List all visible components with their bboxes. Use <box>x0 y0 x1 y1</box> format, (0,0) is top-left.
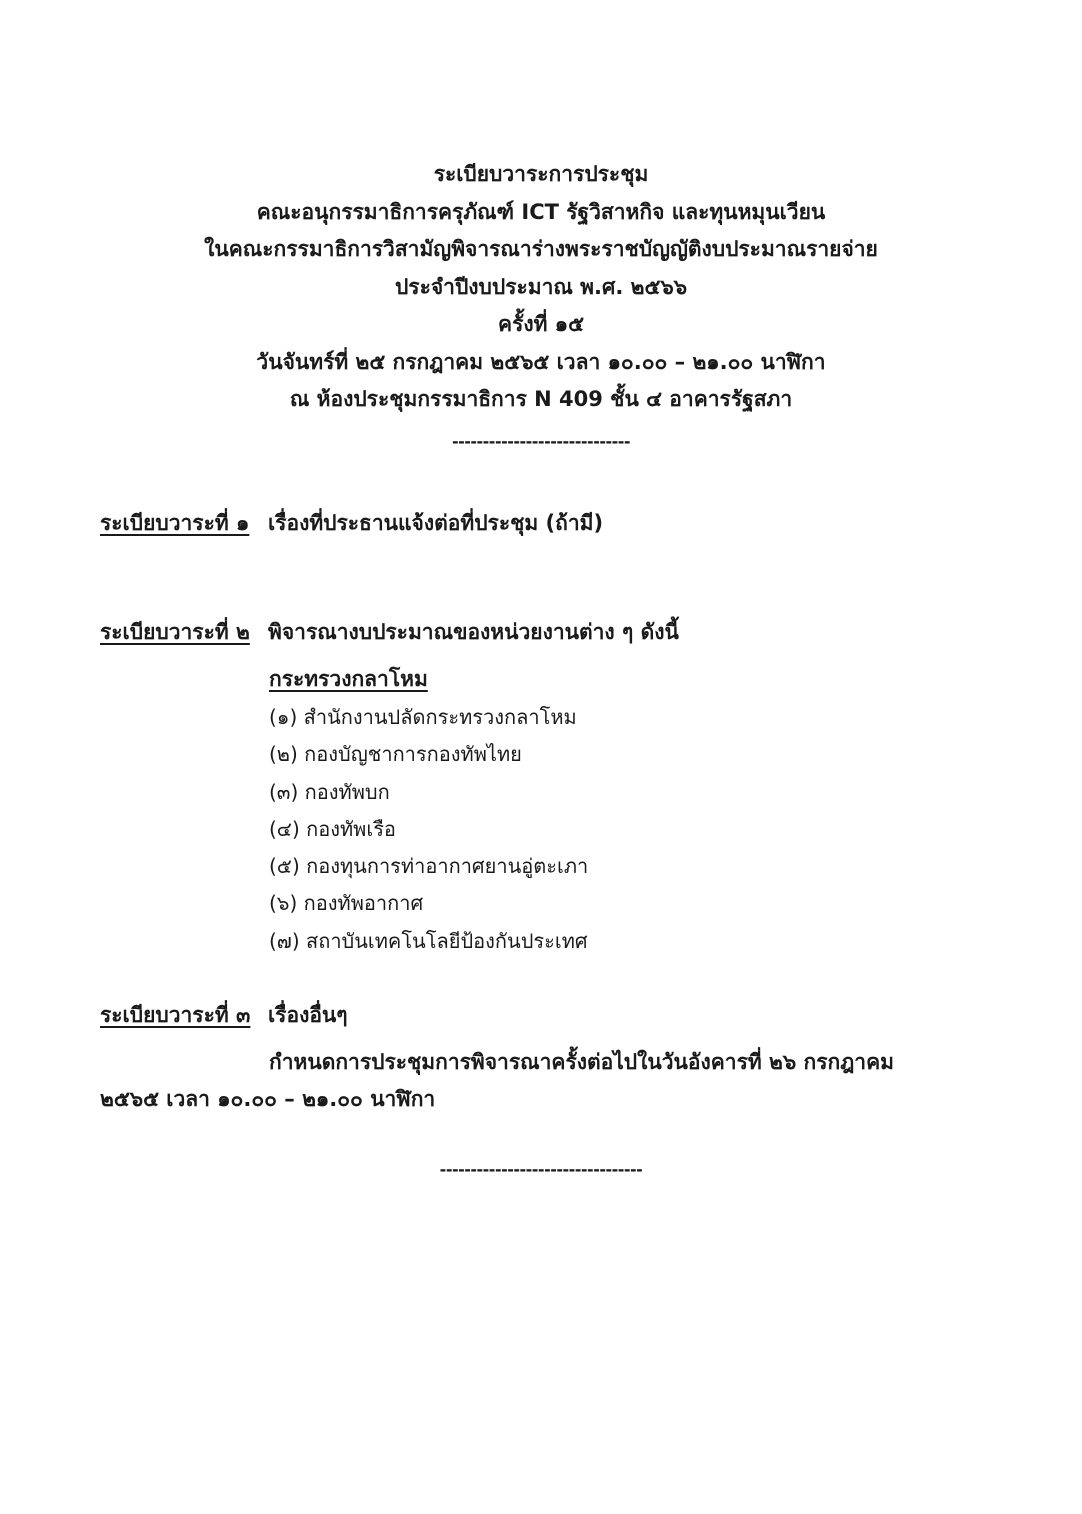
ministry-heading: กระทรวงกลาโหม <box>269 667 428 691</box>
agenda-item-3 <box>100 998 1000 1032</box>
header-title: ระเบียบวาระการประชุม <box>433 162 649 186</box>
list-item: (๒) กองบัญชาการกองทัพไทย <box>269 742 522 767</box>
unit-list <box>269 699 588 960</box>
agenda-title: เรื่องที่ประธานแจ้งต่อที่ประชุม (ถ้ามี) <box>268 511 604 535</box>
agenda-label: ระเบียบวาระที่ ๓ <box>100 1003 251 1027</box>
agenda-title: เรื่องอื่นๆ <box>268 1003 348 1027</box>
agenda-title: พิจารณางบประมาณของหน่วยงานต่าง ๆ ดังนี้ <box>268 620 679 644</box>
next-meeting-note <box>100 1044 986 1118</box>
agenda-label: ระเบียบวาระที่ ๑ <box>100 511 250 535</box>
divider-bottom: --------------------------------- <box>439 1160 643 1179</box>
agenda-label: ระเบียบวาระที่ ๒ <box>100 620 250 644</box>
list-item: (๗) สถาบันเทคโนโลยีป้องกันประเทศ <box>269 928 588 953</box>
list-item: (๖) กองทัพอากาศ <box>269 891 424 916</box>
list-item: (๔) กองทัพเรือ <box>269 816 396 841</box>
header-subcommittee: คณะอนุกรรมาธิการครุภัณฑ์ ICT รัฐวิสาหกิจ และทุนหมุนเวียน <box>256 199 826 224</box>
agenda-item-2 <box>100 615 1000 649</box>
list-item: (๑) สำนักงานปลัดกระทรวงกลาโหม <box>269 705 577 729</box>
agenda-item-1 <box>100 506 1000 540</box>
divider-top: ----------------------------- <box>451 432 631 451</box>
header-session-number: ครั้งที่ ๑๕ <box>498 312 584 336</box>
header-fiscal-year: ประจำปีงบประมาณ พ.ศ. ๒๕๖๖ <box>394 274 688 299</box>
list-item: (๓) กองทัพบก <box>269 779 390 804</box>
header-location: ณ ห้องประชุมกรรมาธิการ N 409 ชั้น ๔ อาคารรัฐสภา <box>289 387 793 411</box>
note-line-1: กำหนดการประชุมการพิจารณาครั้งต่อไปในวันอังคารที่ ๒๖ กรกฎาคม <box>269 1050 894 1074</box>
meeting-header <box>0 156 1082 419</box>
header-committee: ในคณะกรรมาธิการวิสามัญพิจารณาร่างพระราชบัญญัติงบประมาณรายจ่าย <box>204 237 878 261</box>
header-date-time: วันจันทร์ที่ ๒๕ กรกฎาคม ๒๕๖๕ เวลา ๑๐.๐๐ – ๒๑.๐๐ นาฬิกา <box>256 349 826 374</box>
note-line-2: ๒๕๖๕ เวลา ๑๐.๐๐ – ๒๑.๐๐ นาฬิกา <box>100 1087 436 1111</box>
list-item: (๕) กองทุนการท่าอากาศยานอู่ตะเภา <box>269 854 589 879</box>
